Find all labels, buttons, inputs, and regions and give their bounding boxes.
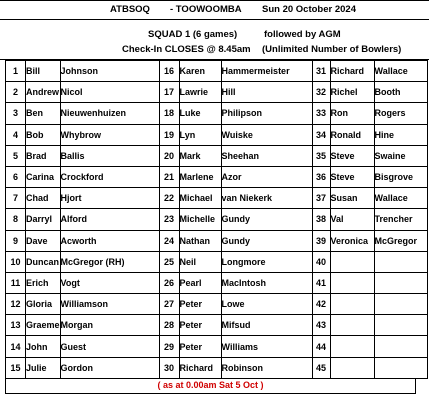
- entry-number: 13: [6, 315, 26, 336]
- first-name: Duncan: [26, 251, 61, 272]
- table-row: [6, 61, 428, 82]
- first-name: [330, 336, 374, 357]
- first-name: Richard: [330, 61, 374, 82]
- last-name: Crockford: [60, 166, 159, 187]
- entry-number: 29: [159, 336, 179, 357]
- first-name: Pearl: [179, 272, 221, 293]
- entry-number: 12: [6, 294, 26, 315]
- last-name: Nicol: [60, 82, 159, 103]
- last-name: Johnson: [60, 61, 159, 82]
- last-name: Hammermeister: [221, 61, 312, 82]
- first-name: Julie: [26, 357, 61, 378]
- last-name: [374, 357, 427, 378]
- first-name: Gloria: [26, 294, 61, 315]
- entry-number: 6: [6, 166, 26, 187]
- event-date: Sun 20 October 2024: [262, 4, 356, 15]
- table-row: [6, 251, 428, 272]
- first-name: Nathan: [179, 230, 221, 251]
- entry-number: 37: [312, 188, 330, 209]
- last-name: Ballis: [60, 145, 159, 166]
- first-name: John: [26, 336, 61, 357]
- entry-number: 15: [6, 357, 26, 378]
- last-name: Hjort: [60, 188, 159, 209]
- title-row: [0, 0, 429, 20]
- last-name: Gordon: [60, 357, 159, 378]
- entry-number: 27: [159, 294, 179, 315]
- entry-number: 26: [159, 272, 179, 293]
- entry-number: 35: [312, 145, 330, 166]
- first-name: Luke: [179, 103, 221, 124]
- last-name: Robinson: [221, 357, 312, 378]
- last-name: Alford: [60, 209, 159, 230]
- first-name: Dave: [26, 230, 61, 251]
- last-name: Lowe: [221, 294, 312, 315]
- org-name: ATBSOQ: [110, 4, 150, 15]
- first-name: Erich: [26, 272, 61, 293]
- first-name: Lawrie: [179, 82, 221, 103]
- last-name: Booth: [374, 82, 427, 103]
- first-name: Marlene: [179, 166, 221, 187]
- last-name: Philipson: [221, 103, 312, 124]
- last-name: Wuiske: [221, 124, 312, 145]
- table-row: [6, 188, 428, 209]
- entry-number: 39: [312, 230, 330, 251]
- last-name: McGregor: [374, 230, 427, 251]
- last-name: Bisgrove: [374, 166, 427, 187]
- first-name: Susan: [330, 188, 374, 209]
- first-name: [330, 272, 374, 293]
- unlimited-note: (Unlimited Number of Bowlers): [262, 44, 402, 55]
- first-name: Bob: [26, 124, 61, 145]
- entry-number: 44: [312, 336, 330, 357]
- entry-number: 1: [6, 61, 26, 82]
- last-name: Hill: [221, 82, 312, 103]
- entry-number: 8: [6, 209, 26, 230]
- last-name: Hine: [374, 124, 427, 145]
- entry-number: 11: [6, 272, 26, 293]
- first-name: Lyn: [179, 124, 221, 145]
- entry-number: 41: [312, 272, 330, 293]
- table-row: [6, 103, 428, 124]
- entry-number: 2: [6, 82, 26, 103]
- table-row: [6, 209, 428, 230]
- last-name: MacIntosh: [221, 272, 312, 293]
- last-name: Vogt: [60, 272, 159, 293]
- footer-note-box: [5, 378, 416, 394]
- squad-header: [0, 20, 429, 60]
- last-name: [374, 251, 427, 272]
- entry-number: 19: [159, 124, 179, 145]
- venue-name: - TOOWOOMBA: [170, 4, 242, 15]
- last-name: Williamson: [60, 294, 159, 315]
- last-name: Morgan: [60, 315, 159, 336]
- first-name: Brad: [26, 145, 61, 166]
- entry-number: 33: [312, 103, 330, 124]
- entry-number: 34: [312, 124, 330, 145]
- last-name: [374, 315, 427, 336]
- last-name: Guest: [60, 336, 159, 357]
- entry-number: 9: [6, 230, 26, 251]
- checkin-note: Check-In CLOSES @ 8.45am: [122, 44, 251, 55]
- entry-number: 20: [159, 145, 179, 166]
- first-name: [330, 251, 374, 272]
- entry-number: 28: [159, 315, 179, 336]
- first-name: Carina: [26, 166, 61, 187]
- first-name: Darryl: [26, 209, 61, 230]
- last-name: Sheehan: [221, 145, 312, 166]
- first-name: Peter: [179, 336, 221, 357]
- last-name: [374, 336, 427, 357]
- last-name: Wallace: [374, 188, 427, 209]
- first-name: [330, 357, 374, 378]
- table-row: [6, 294, 428, 315]
- last-name: McGregor (RH): [60, 251, 159, 272]
- table-row: [6, 166, 428, 187]
- first-name: Bill: [26, 61, 61, 82]
- last-name: [374, 272, 427, 293]
- first-name: Karen: [179, 61, 221, 82]
- entry-number: 22: [159, 188, 179, 209]
- table-row: [6, 82, 428, 103]
- first-name: [330, 294, 374, 315]
- roster-table: [5, 60, 428, 379]
- entry-number: 14: [6, 336, 26, 357]
- first-name: Ronald: [330, 124, 374, 145]
- entry-number: 36: [312, 166, 330, 187]
- first-name: Peter: [179, 315, 221, 336]
- table-row: [6, 336, 428, 357]
- first-name: [330, 315, 374, 336]
- first-name: Mark: [179, 145, 221, 166]
- table-row: [6, 315, 428, 336]
- entry-number: 17: [159, 82, 179, 103]
- entry-number: 42: [312, 294, 330, 315]
- entry-number: 24: [159, 230, 179, 251]
- first-name: Richel: [330, 82, 374, 103]
- entry-number: 3: [6, 103, 26, 124]
- last-name: Trencher: [374, 209, 427, 230]
- first-name: Andrew: [26, 82, 61, 103]
- last-name: Whybrow: [60, 124, 159, 145]
- entry-number: 38: [312, 209, 330, 230]
- entry-number: 43: [312, 315, 330, 336]
- last-name: Gundy: [221, 209, 312, 230]
- first-name: Graeme: [26, 315, 61, 336]
- entry-number: 25: [159, 251, 179, 272]
- entry-number: 23: [159, 209, 179, 230]
- entry-number: 18: [159, 103, 179, 124]
- first-name: Michelle: [179, 209, 221, 230]
- table-row: [6, 272, 428, 293]
- last-name: Longmore: [221, 251, 312, 272]
- entry-number: 40: [312, 251, 330, 272]
- last-name: Acworth: [60, 230, 159, 251]
- last-name: Gundy: [221, 230, 312, 251]
- last-name: Swaine: [374, 145, 427, 166]
- first-name: Steve: [330, 145, 374, 166]
- last-name: van Niekerk: [221, 188, 312, 209]
- followed-by: followed by AGM: [264, 29, 341, 40]
- entry-number: 32: [312, 82, 330, 103]
- first-name: Steve: [330, 166, 374, 187]
- table-row: [6, 230, 428, 251]
- entry-number: 16: [159, 61, 179, 82]
- first-name: Michael: [179, 188, 221, 209]
- as-at-note: ( as at 0.00am Sat 5 Oct ): [157, 380, 264, 390]
- entry-number: 31: [312, 61, 330, 82]
- squad-label: SQUAD 1 (6 games): [148, 29, 238, 40]
- first-name: Veronica: [330, 230, 374, 251]
- last-name: Azor: [221, 166, 312, 187]
- first-name: Peter: [179, 294, 221, 315]
- table-row: [6, 124, 428, 145]
- last-name: Rogers: [374, 103, 427, 124]
- entry-number: 4: [6, 124, 26, 145]
- entry-number: 21: [159, 166, 179, 187]
- first-name: Ben: [26, 103, 61, 124]
- entry-number: 5: [6, 145, 26, 166]
- entry-number: 7: [6, 188, 26, 209]
- entry-number: 30: [159, 357, 179, 378]
- entry-number: 45: [312, 357, 330, 378]
- first-name: Richard: [179, 357, 221, 378]
- first-name: Chad: [26, 188, 61, 209]
- first-name: Neil: [179, 251, 221, 272]
- first-name: Ron: [330, 103, 374, 124]
- last-name: Nieuwenhuizen: [60, 103, 159, 124]
- last-name: [374, 294, 427, 315]
- table-row: [6, 145, 428, 166]
- last-name: Mifsud: [221, 315, 312, 336]
- first-name: Val: [330, 209, 374, 230]
- table-row: [6, 357, 428, 378]
- entry-number: 10: [6, 251, 26, 272]
- last-name: Williams: [221, 336, 312, 357]
- last-name: Wallace: [374, 61, 427, 82]
